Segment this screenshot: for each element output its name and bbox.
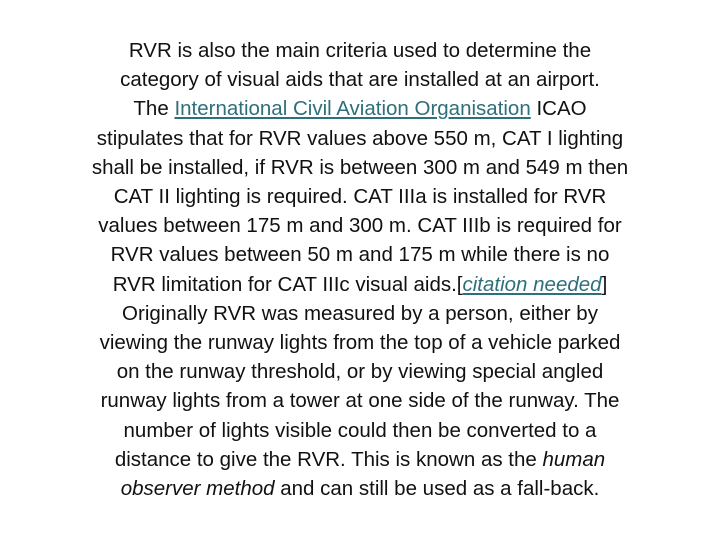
paragraph-text: ] bbox=[601, 272, 608, 296]
paragraph-text: distance to give the RVR. This is known as the bbox=[114, 447, 543, 471]
paragraph-line: stipulates that for RVR values above 550 m, CAT I lighting bbox=[96, 126, 624, 150]
paragraph-line: on the runway threshold, or by viewing special angled bbox=[116, 360, 604, 384]
paragraph-line bbox=[30, 94, 690, 123]
emphasis-text: observer method bbox=[120, 477, 275, 501]
paragraph-line bbox=[30, 474, 690, 503]
paragraph-line: shall be installed, if RVR is between 300 m and 549 m then bbox=[91, 155, 629, 179]
paragraph-text: ICAO bbox=[530, 97, 587, 121]
emphasis-text: human bbox=[542, 447, 606, 471]
paragraph-line: values between 175 m and 300 m. CAT IIIb is required for bbox=[98, 214, 622, 238]
paragraph-line bbox=[30, 270, 690, 299]
paragraph-line: viewing the runway lights from the top of a vehicle parked bbox=[99, 331, 621, 355]
icao-link[interactable]: International Civil Aviation Organisation bbox=[174, 97, 531, 121]
paragraph-line: category of visual aids that are installed at an airport. bbox=[120, 68, 600, 92]
paragraph-line: number of lights visible could then be converted to a bbox=[123, 418, 597, 442]
paragraph-line: CAT II lighting is required. CAT IIIa is installed for RVR bbox=[113, 185, 607, 209]
citation-needed-link[interactable]: citation needed bbox=[462, 272, 602, 296]
paragraph-line: runway lights from a tower at one side of the runway. The bbox=[100, 389, 620, 413]
paragraph-text: and can still be used as a fall-back. bbox=[274, 477, 600, 501]
paragraph-text: The bbox=[133, 97, 175, 121]
paragraph-line: Originally RVR was measured by a person, either by bbox=[122, 301, 598, 325]
paragraph-line: RVR values between 50 m and 175 m while there is no bbox=[110, 243, 610, 267]
article-paragraph bbox=[30, 36, 690, 503]
paragraph-line: RVR is also the main criteria used to determine the bbox=[128, 39, 592, 62]
paragraph-line bbox=[30, 445, 690, 474]
paragraph-text: RVR limitation for CAT IIIc visual aids.[ bbox=[112, 272, 463, 296]
